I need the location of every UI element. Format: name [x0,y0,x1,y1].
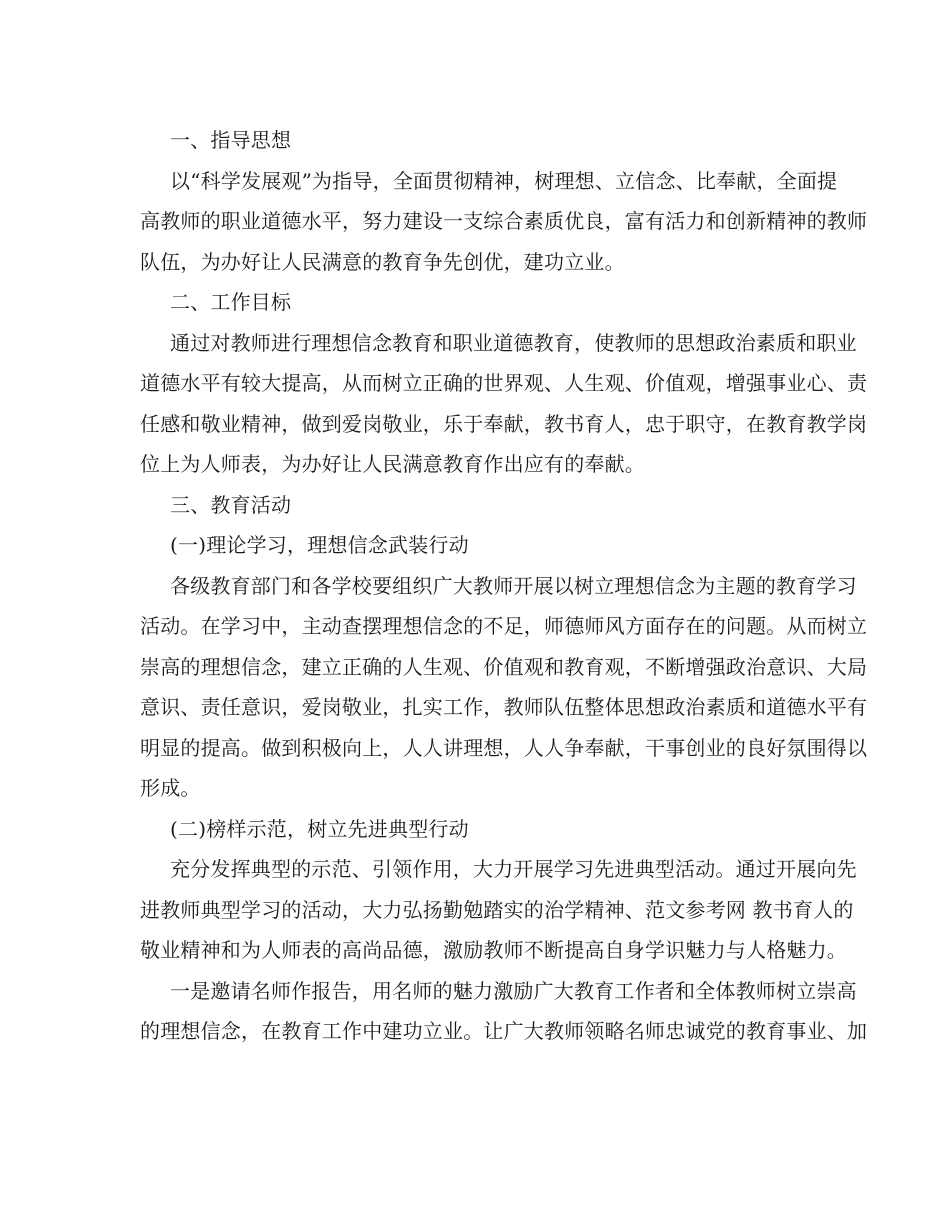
paragraph-line: 活动。在学习中，主动查摆理想信念的不足，师德师风方面存在的问题。从而树立 [140,614,868,638]
paragraph-line: 队伍，为办好让人民满意的教育争先创优，建功立业。 [140,249,625,274]
heading-text: (一)理论学习，理想信念武装行动 [170,533,469,557]
paragraph-line: 道德水平有较大提高，从而树立正确的世界观、人生观、价值观，增强事业心、责 [140,371,868,395]
paragraph-line: 充分发挥典型的示范、引领作用，大力开展学习先进典型活动。通过开展向先 [170,857,857,881]
heading-text: 一、指导思想 [170,128,292,152]
paragraph-line: 明显的提高。做到积极向上，人人讲理想，人人争奉献，干事创业的良好氛围得以 [140,735,868,760]
paragraph-line: 以“科学发展观”为指导，全面贯彻精神，树理想、立信念、比奉献，全面提 [170,168,838,193]
section-heading [140,282,812,323]
paragraph-line: 位上为人师表，为办好让人民满意教育作出应有的奉献。 [140,452,645,476]
heading-text: 二、工作目标 [170,290,292,314]
paragraph-line: 意识、责任意识，爱岗敬业，扎实工作，教师队伍整体思想政治素质和道德水平有 [140,695,868,719]
section-heading [140,120,812,161]
paragraph-line: 高教师的职业道德水平，努力建设一支综合素质优良，富有活力和创新精神的教师 [140,209,868,233]
paragraph [140,566,868,809]
heading-text: 三、教育活动 [170,492,292,517]
paragraph [140,849,857,971]
paragraph-line: 形成。 [140,776,201,800]
paragraph [140,161,868,283]
paragraph [140,323,868,485]
section-heading [140,485,812,526]
paragraph-line: 崇高的理想信念，建立正确的人生观、价值观和教育观，不断增强政治意识、大局 [140,654,868,679]
paragraph-line: 的理想信念，在教育工作中建功立业。让广大教师领略名师忠诚党的教育事业、加 [140,1019,868,1043]
section-heading [140,809,812,850]
paragraph-line: 任感和敬业精神，做到爱岗敬业，乐于奉献，教书育人，忠于职守，在教育教学岗 [140,411,868,436]
paragraph-line: 进教师典型学习的活动，大力弘扬勤勉踏实的治学精神、范文参考网 教书育人的 [140,897,854,922]
paragraph-line: 一是邀请名师作报告，用名师的魅力激励广大教育工作者和全体教师树立崇高 [170,978,857,1003]
paragraph [140,971,868,1052]
paragraph-line: 通过对教师进行理想信念教育和职业道德教育，使教师的思想政治素质和职业 [170,330,857,355]
section-heading [140,525,812,566]
heading-text: (二)榜样示范，树立先进典型行动 [170,816,469,841]
paragraph-line: 各级教育部门和各学校要组织广大教师开展以树立理想信念为主题的教育学习 [170,573,857,598]
document-body [140,120,868,1052]
paragraph-line: 敬业精神和为人师表的高尚品德，激励教师不断提高自身学识魅力与人格魅力。 [140,938,847,962]
